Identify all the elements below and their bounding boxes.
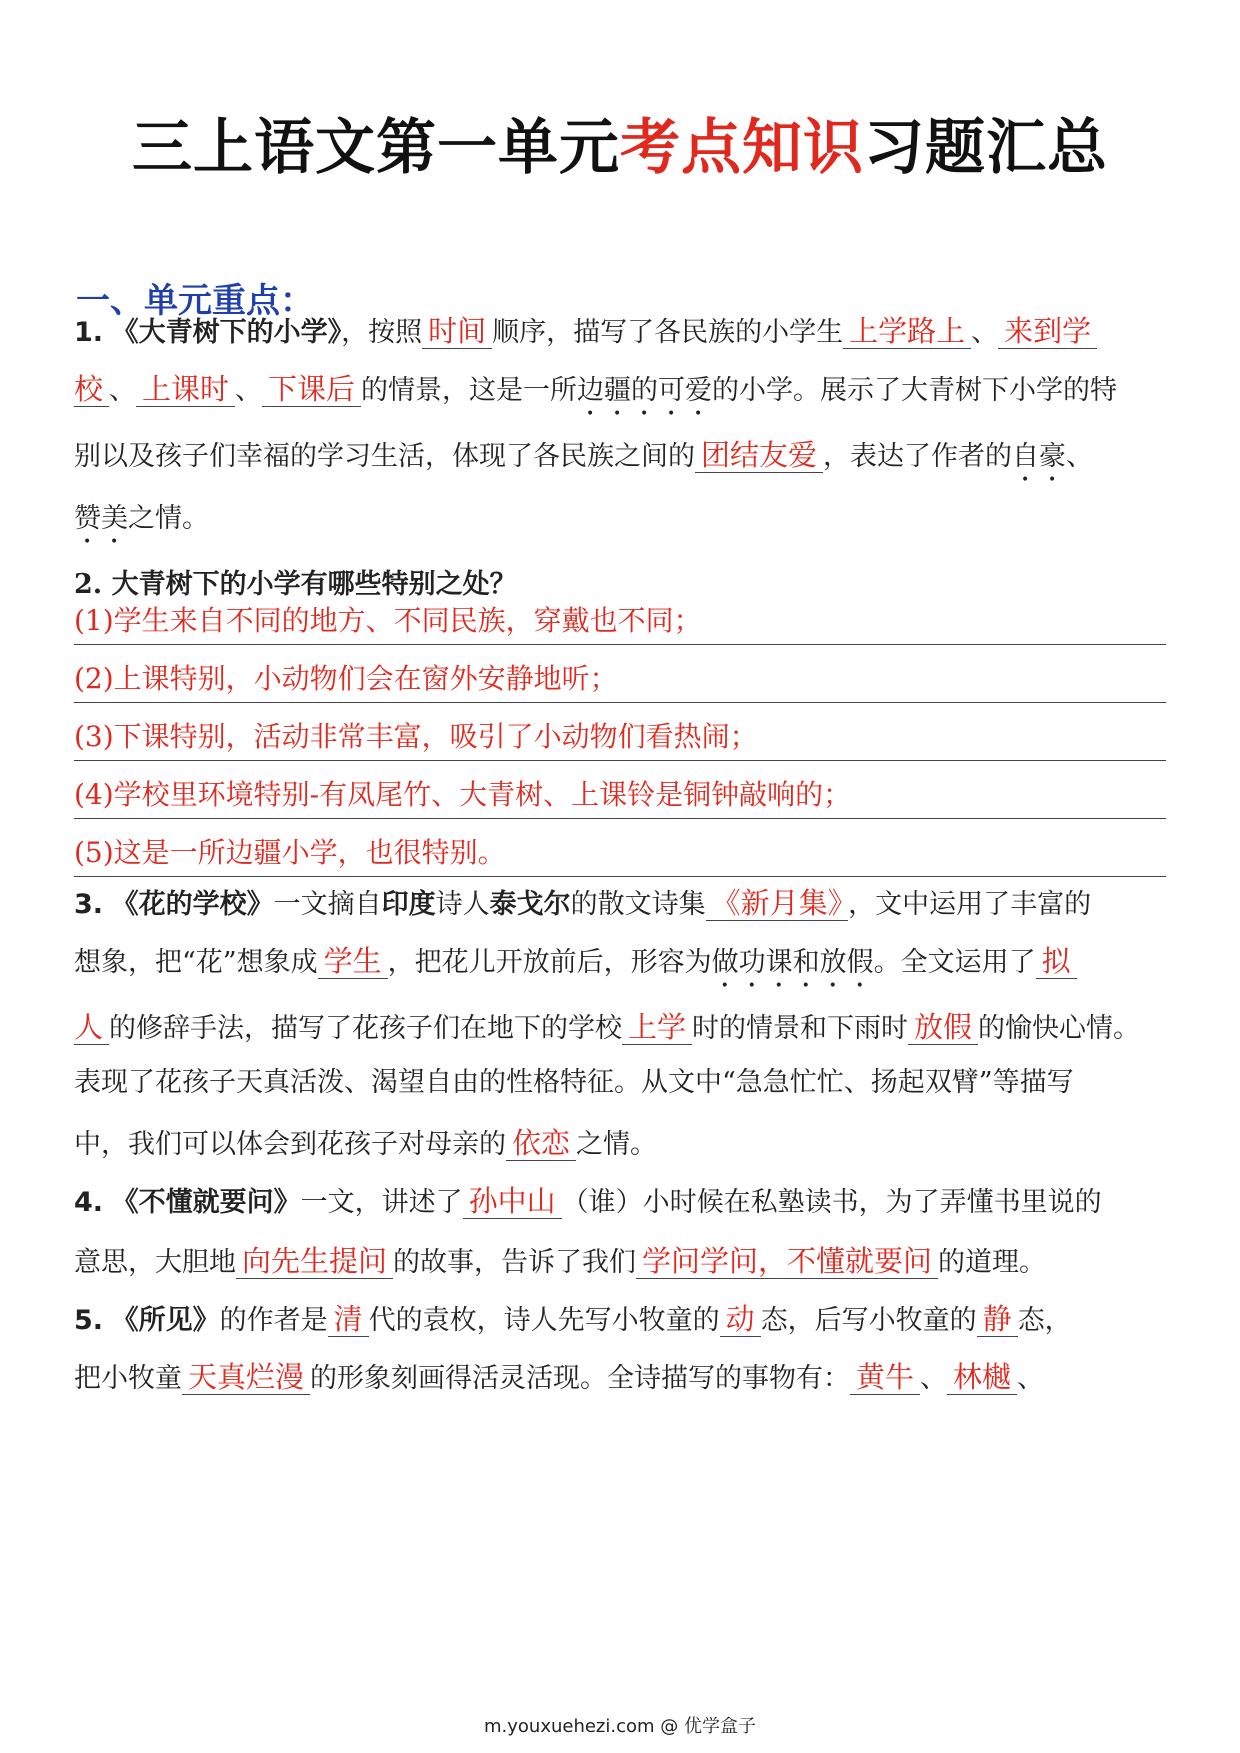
q3-answer-2: 学生: [318, 944, 388, 979]
q3-book-title: 《花的学校》: [111, 889, 274, 920]
q1-text: 、: [1066, 441, 1094, 472]
q1-text: 、: [971, 317, 999, 348]
q3-text: 之情。: [576, 1129, 658, 1160]
q1-text: 之情。: [128, 503, 209, 534]
q4-text: 意思，大胆地: [74, 1247, 236, 1278]
q1-text: ，按照: [341, 317, 423, 348]
q3-answer-3-cont: 人: [74, 1010, 109, 1045]
q3-text: 中，我们可以体会到花孩子对母亲的: [74, 1129, 506, 1160]
q4-text: （谁）小时候在私塾读书，为了弄懂书里说的: [561, 1187, 1102, 1218]
title-highlight: 考点知识: [620, 113, 864, 183]
q2-answer-2: (2)上课特别，小动物们会在窗外安静地听；: [74, 656, 1166, 703]
q1-answer-3-cont: 校: [74, 372, 109, 407]
q4-book-title: 《不懂就要问》: [111, 1187, 301, 1218]
q5-line-1: [74, 1294, 1174, 1346]
q1-text: 特: [1090, 375, 1118, 406]
q1-text: 顺序，描写了各民族的小学生: [492, 317, 844, 348]
q3-text: 时的情景和下雨时: [692, 1013, 909, 1044]
page-title: [0, 108, 1240, 188]
q1-answer-2: 上学路上: [843, 314, 971, 349]
q1-line-1: [74, 306, 1174, 358]
q1-emphasis: 赞美: [74, 503, 128, 534]
q4-number: 4.: [74, 1187, 104, 1218]
q3-text: 。全文运用了: [873, 947, 1036, 978]
title-part-1: 三上语文第一单元: [132, 113, 620, 183]
q5-answer-5: 黄牛: [850, 1360, 920, 1395]
q3-text: 诗人: [435, 889, 490, 920]
q3-line-1: [74, 878, 1174, 930]
q1-answer-1: 时间: [422, 314, 492, 349]
q3-line-5: [74, 1118, 1174, 1170]
q5-answer-4: 天真烂漫: [182, 1360, 310, 1395]
q4-text: 的道理。: [938, 1247, 1047, 1278]
q3-answer-5: 放假: [908, 1010, 978, 1045]
q1-answer-3: 来到学: [998, 314, 1097, 349]
q3-line-4: 表现了花孩子天真活泼、渴望自由的性格特征。从文中“急急忙忙、扬起双臂”等描写: [74, 1067, 1074, 1098]
q5-text: 的作者是: [219, 1305, 328, 1336]
q1-answer-6: 团结友爱: [695, 438, 823, 473]
q1-text: ，表达了作者的: [823, 441, 1013, 472]
q4-text: 一文，讲述了: [300, 1187, 463, 1218]
q1-text: 以及孩子们幸福的学习生活，体现了各民族之间的: [101, 441, 695, 472]
q5-book-title: 《所见》: [111, 1305, 220, 1336]
q5-answer-1: 清: [328, 1302, 369, 1337]
q3-text: 的散文诗集: [570, 889, 706, 920]
q3-line-2: [74, 936, 1174, 994]
footer-source: m.youxuehezi.com @ 优学盒子: [483, 1716, 756, 1737]
q3-number: 3.: [74, 889, 104, 920]
q5-line-2: [74, 1352, 1174, 1404]
section-heading: 一、单元重点：: [76, 281, 314, 321]
q5-answer-3: 静: [977, 1302, 1018, 1337]
q1-number: 1.: [74, 317, 104, 348]
q3-emphasis: 做功课和放假: [711, 947, 874, 978]
q4-line-1: [74, 1176, 1174, 1228]
q1-text: 别: [74, 441, 101, 472]
q3-text: 的修辞手法，描写了花孩子们在地下的学校: [109, 1013, 623, 1044]
q5-text: 、: [920, 1363, 948, 1394]
q4-answer-1: 孙中山: [463, 1184, 562, 1219]
q5-text: 、: [1017, 1363, 1045, 1394]
q4-answer-3: 学问学问，不懂就要问: [636, 1244, 938, 1279]
q5-answer-6: 林樾: [947, 1360, 1017, 1395]
title-part-3: 习题汇总: [864, 113, 1108, 183]
q3-answer-6: 依恋: [506, 1126, 576, 1161]
q1-line-3: [74, 430, 1174, 488]
q1-emphasis: 边疆的可爱: [577, 375, 713, 406]
q2-answer-5: (5)这是一所边疆小学，也很特别。: [74, 830, 1166, 877]
q3-text: 一文摘自: [273, 889, 382, 920]
q1-text: 的情景，这是一所: [361, 375, 578, 406]
q4-answer-2: 向先生提问: [236, 1244, 393, 1279]
q3-text: ，文中运用了丰富的: [848, 889, 1092, 920]
q5-text: 态，后写小牧童的: [760, 1305, 977, 1336]
q3-text: ，把花儿开放前后，形容为: [387, 947, 712, 978]
q1-line-4: [74, 494, 1174, 550]
q3-text: 想象，把“花”想象成: [74, 947, 318, 978]
q2-answer-3: (3)下课特别，活动非常丰富，吸引了小动物们看热闹；: [74, 714, 1166, 761]
q1-emphasis: 自豪: [1012, 441, 1067, 472]
q5-text: 代的袁枚，诗人先写小牧童的: [368, 1305, 720, 1336]
q3-answer-1: 《新月集》: [706, 886, 849, 921]
q5-answer-2: 动: [720, 1302, 761, 1337]
q3-answer-4: 上学: [622, 1010, 692, 1045]
q1-text: 的小学。展示了大青树下小学的: [712, 375, 1091, 406]
q2-question: 2. 大青树下的小学有哪些特别之处？: [74, 569, 517, 600]
q3-poet: 泰戈尔: [489, 889, 571, 920]
q4-line-2: [74, 1236, 1174, 1288]
q3-text: 的愉快心情。: [978, 1013, 1141, 1044]
q2-answer-1: (1)学生来自不同的地方、不同民族，穿戴也不同；: [74, 598, 1166, 645]
q5-number: 5.: [74, 1305, 104, 1336]
q3-line-3: [74, 1002, 1174, 1054]
q1-answer-4: 上课时: [136, 372, 235, 407]
q5-text: 态，: [1017, 1305, 1072, 1336]
q1-answer-5: 下课后: [262, 372, 361, 407]
q1-book-title: 《大青树下的小学》: [111, 317, 342, 348]
q5-text: 的形象刻画得活灵活现。全诗描写的事物有：: [310, 1363, 851, 1394]
q3-answer-3: 拟: [1036, 944, 1077, 979]
q5-text: 把小牧童: [74, 1363, 182, 1394]
q4-text: 的故事，告诉了我们: [393, 1247, 637, 1278]
q2-answer-4: (4)学校里环境特别-有凤尾竹、大青树、上课铃是铜钟敲响的；: [74, 772, 1166, 819]
q1-text: 、: [109, 375, 137, 406]
q1-line-2: [74, 364, 1174, 422]
q1-text: 、: [235, 375, 263, 406]
q3-country: 印度: [381, 889, 436, 920]
